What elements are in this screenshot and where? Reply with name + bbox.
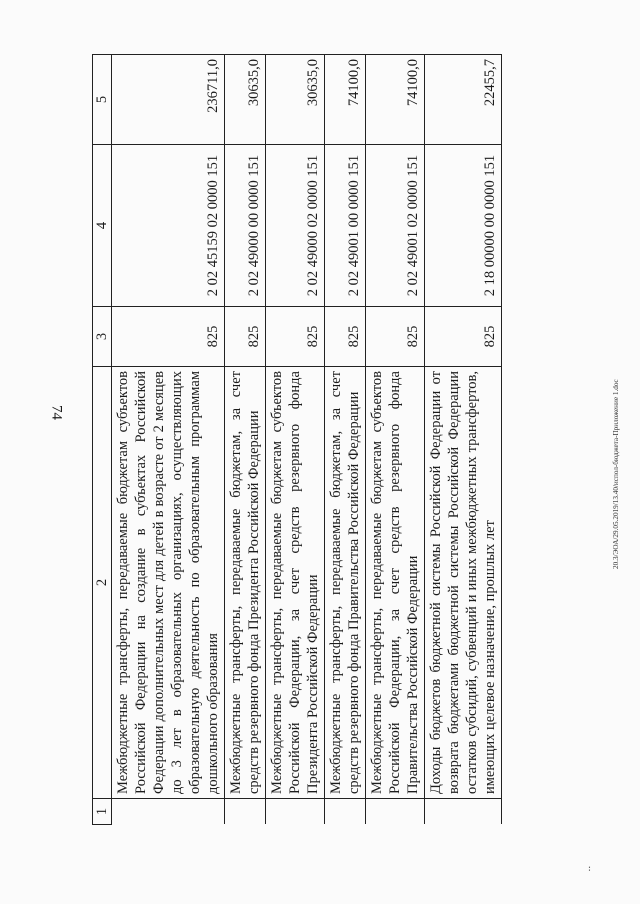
row-empty-cell (266, 799, 325, 825)
header-row (93, 55, 112, 825)
row-description: Доходы бюджетов бюджетной системы Российской Федерации от возврата бюджетами бюджетной системы Российской Федерации остатков субсидий, субвенций и иных межбюджетных трансфертов, имеющих целевое назначение, прошлых лет (425, 367, 502, 799)
table-row (112, 55, 225, 825)
row-description: Межбюджетные трансферты, передаваемые бюджетам субъектов Российской Федерации, за счет средств резервного фонда Правительства Российской Федерации (366, 367, 425, 799)
table-row (325, 55, 366, 825)
row-amount: 30635,0 (225, 55, 266, 145)
row-amount: 236711,0 (112, 55, 225, 145)
row-admin-code: 825 (366, 307, 425, 367)
table-row (266, 55, 325, 825)
revenue-table (92, 54, 502, 825)
row-budget-code: 2 02 49001 02 0000 151 (366, 145, 425, 307)
header-col-3: 3 (93, 307, 112, 367)
row-budget-code: 2 02 49001 00 0000 151 (325, 145, 366, 307)
row-empty-cell (325, 799, 366, 825)
table-row (225, 55, 266, 825)
row-description: Межбюджетные трансферты, передаваемые бюджетам субъектов Российской Федерации, за счет средств резервного фонда Президента Российской Федерации (266, 367, 325, 799)
row-empty-cell (225, 799, 266, 825)
row-empty-cell (425, 799, 502, 825)
row-admin-code: 825 (112, 307, 225, 367)
row-empty-cell (112, 799, 225, 825)
row-budget-code: 2 18 00000 00 0000 151 (425, 145, 502, 307)
header-col-2: 2 (93, 367, 112, 799)
rotated-table-container (92, 55, 582, 825)
row-description: Межбюджетные трансферты, передаваемые бюджетам, за счет средств резервного фонда Правительства Российской Федерации (325, 367, 366, 799)
row-budget-code: 2 02 49000 00 0000 151 (225, 145, 266, 307)
row-amount: 30635,0 (266, 55, 325, 145)
table-row (425, 55, 502, 825)
row-admin-code: 825 (325, 307, 366, 367)
header-col-5: 5 (93, 55, 112, 145)
row-amount: 22455,7 (425, 55, 502, 145)
row-description: Межбюджетные трансферты, передаваемые бюджетам субъектов Российской Федерации на создание в субъектах Российской Федерации дополнительных мест для детей в возрасте от 2 месяцев до 3 лет в образовательных организациях, осуществляющих образовательную деятельность по образовательным программам дошкольного образования (112, 367, 225, 799)
header-col-1: 1 (93, 799, 112, 825)
row-amount: 74100,0 (366, 55, 425, 145)
row-admin-code: 825 (225, 307, 266, 367)
page-number: 74 (48, 405, 65, 420)
header-col-4: 4 (93, 145, 112, 307)
row-budget-code: 2 02 49000 02 0000 151 (266, 145, 325, 307)
row-admin-code: 825 (425, 307, 502, 367)
row-budget-code: 2 02 45159 02 0000 151 (112, 145, 225, 307)
row-admin-code: 825 (266, 307, 325, 367)
corner-mark: ᐧᐧ (582, 865, 595, 872)
row-amount: 74100,0 (325, 55, 366, 145)
row-description: Межбюджетные трансферты, передаваемые бюджетам, за счет средств резервного фонда Президента Российской Федерации (225, 367, 266, 799)
table-row (366, 55, 425, 825)
row-empty-cell (366, 799, 425, 825)
